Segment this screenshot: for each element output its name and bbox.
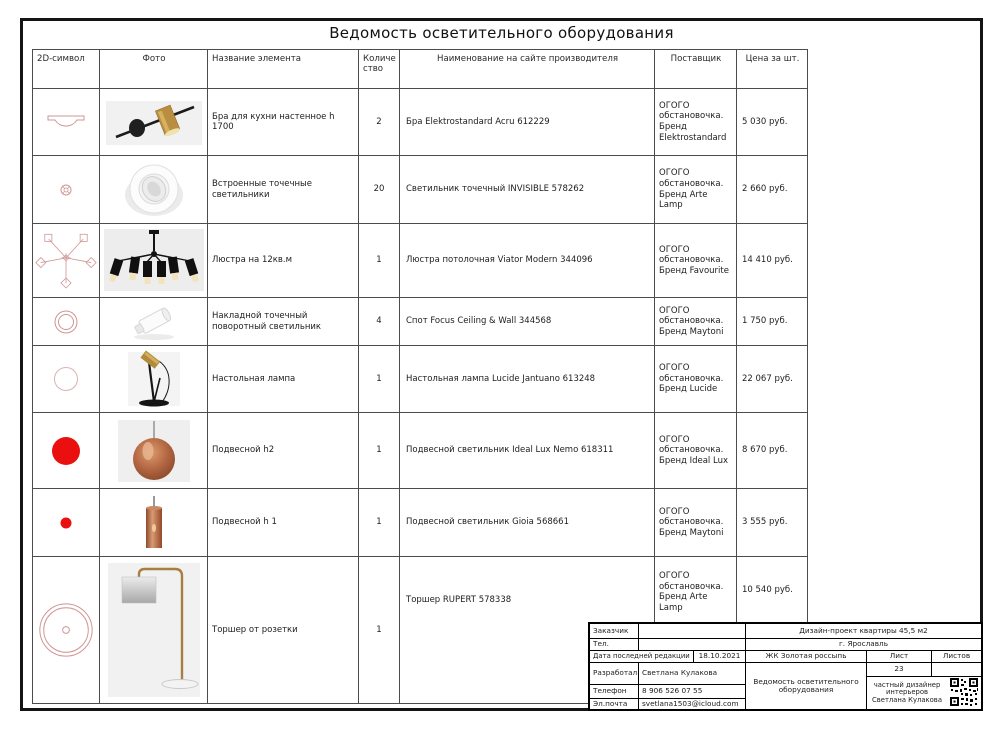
row-price: 10 540 руб. bbox=[742, 585, 793, 595]
row-price: 2 660 руб. bbox=[737, 156, 807, 224]
row-name: Подвесной h 1 bbox=[208, 489, 359, 557]
row-name: Люстра на 12кв.м bbox=[208, 224, 359, 298]
row-qty: 1 bbox=[359, 557, 400, 703]
floor-lamp-photo bbox=[100, 557, 208, 703]
doc-name: Ведомость осветительного оборудования bbox=[746, 663, 867, 709]
row-qty: 1 bbox=[359, 346, 400, 413]
row-qty: 1 bbox=[359, 489, 400, 557]
sheet-number: 23 bbox=[867, 663, 932, 677]
title-block bbox=[588, 622, 983, 711]
row-supplier: ОГОГО обстановочка. Бренд Arte Lamp bbox=[655, 557, 737, 703]
qr-code bbox=[949, 677, 979, 707]
project-title: Дизайн-проект квартиры 45,5 м2 bbox=[746, 624, 981, 639]
recessed-spot-photo bbox=[100, 156, 208, 224]
phone-value: 8 906 526 07 55 bbox=[639, 685, 746, 699]
page-title: Ведомость осветительного оборудования bbox=[329, 24, 674, 42]
pendant-tube-photo bbox=[100, 489, 208, 557]
recessed-spot-2d-symbol-icon bbox=[33, 156, 100, 224]
city: г. Ярославль bbox=[746, 639, 981, 651]
row-name: Бра для кухни настенное h 1700 bbox=[208, 89, 359, 156]
row-product: Подвесной светильник Gioia 568661 bbox=[400, 489, 655, 557]
row-price: 14 410 руб. bbox=[737, 224, 807, 298]
row-product: Бра Elektrostandard Acru 612229 bbox=[400, 89, 655, 156]
row-qty: 4 bbox=[359, 298, 400, 346]
sheet-label: Лист bbox=[867, 651, 932, 663]
developed-label: Разработал bbox=[590, 663, 639, 685]
header-photo: Фото bbox=[100, 50, 208, 89]
row-supplier: ОГОГО обстановочка. Бренд Favourite bbox=[655, 224, 737, 298]
row-name: Подвесной h2 bbox=[208, 413, 359, 489]
pendant-large-2d-symbol-icon bbox=[33, 413, 100, 489]
row-qty: 2 bbox=[359, 89, 400, 156]
row-qty: 20 bbox=[359, 156, 400, 224]
sheets-value bbox=[932, 663, 981, 677]
row-product: Светильник точечный INVISIBLE 578262 bbox=[400, 156, 655, 224]
chandelier-photo bbox=[100, 224, 208, 298]
row-price: 3 555 руб. bbox=[737, 489, 807, 557]
table-lamp-photo bbox=[100, 346, 208, 413]
row-qty: 1 bbox=[359, 224, 400, 298]
row-product: Подвесной светильник Ideal Lux Nemo 618311 bbox=[400, 413, 655, 489]
complex-name: ЖК Золотая россыпь bbox=[746, 651, 867, 663]
header-qty: Количество bbox=[359, 50, 400, 89]
row-qty: 1 bbox=[359, 413, 400, 489]
header-price: Цена за шт. bbox=[737, 50, 807, 89]
row-product: Настольная лампа Lucide Jantuano 613248 bbox=[400, 346, 655, 413]
customer-label: Заказчик bbox=[590, 624, 639, 639]
row-supplier: ОГОГО обстановочка. Бренд Maytoni bbox=[655, 489, 737, 557]
row-supplier: ОГОГО обстановочка. Бренд Ideal Lux bbox=[655, 413, 737, 489]
developed-value: Светлана Кулакова bbox=[639, 663, 746, 685]
phone-label: Телефон bbox=[590, 685, 639, 699]
row-name: Встроенные точечные светильники bbox=[208, 156, 359, 224]
row-supplier: ОГОГО обстановочка. Бренд Lucide bbox=[655, 346, 737, 413]
row-product: Спот Focus Ceiling & Wall 344568 bbox=[400, 298, 655, 346]
date-value: 18.10.2021 bbox=[694, 651, 746, 663]
sconce-2d-symbol-icon bbox=[33, 89, 100, 156]
surface-spot-2d-symbol-icon bbox=[33, 298, 100, 346]
surface-spot-photo bbox=[100, 298, 208, 346]
row-supplier: ОГОГО обстановочка. Бренд Arte Lamp bbox=[655, 156, 737, 224]
row-price: 22 067 руб. bbox=[737, 346, 807, 413]
row-supplier: ОГОГО обстановочка. Бренд Elektrostandard bbox=[655, 89, 737, 156]
row-product: Люстра потолочная Viator Modern 344096 bbox=[400, 224, 655, 298]
chandelier-2d-symbol-icon bbox=[33, 224, 100, 298]
header-supplier: Поставщик bbox=[655, 50, 737, 89]
row-supplier: ОГОГО обстановочка. Бренд Maytoni bbox=[655, 298, 737, 346]
header-2d-symbol: 2D-символ bbox=[33, 50, 100, 89]
pendant-sphere-photo bbox=[100, 413, 208, 489]
tel-label: Тел. bbox=[590, 639, 639, 651]
row-name: Настольная лампа bbox=[208, 346, 359, 413]
row-price: 8 670 руб. bbox=[737, 413, 807, 489]
table-lamp-2d-symbol-icon bbox=[33, 346, 100, 413]
date-label: Дата последней редакции bbox=[590, 651, 694, 663]
row-product: Торшер RUPERT 578338 bbox=[400, 557, 655, 703]
header-name: Название элемента bbox=[208, 50, 359, 89]
pendant-small-2d-symbol-icon bbox=[33, 489, 100, 557]
email-label: Эл.почта bbox=[590, 699, 639, 709]
tel-value bbox=[639, 639, 746, 651]
email-value: svetlana1503@icloud.com bbox=[639, 699, 746, 709]
header-product: Наименование на сайте производителя bbox=[400, 50, 655, 89]
row-name: Торшер от розетки bbox=[208, 557, 359, 703]
sheets-label: Листов bbox=[932, 651, 981, 663]
designer-note: частный дизайнер интерьеров Светлана Кулакова bbox=[872, 680, 942, 704]
row-price: 1 750 руб. bbox=[737, 298, 807, 346]
row-price: 5 030 руб. bbox=[737, 89, 807, 156]
lighting-spec-table bbox=[32, 49, 808, 704]
row-name: Накладной точечный поворотный светильник bbox=[208, 298, 359, 346]
customer-value bbox=[639, 624, 746, 639]
sconce-photo bbox=[100, 89, 208, 156]
floor-lamp-2d-symbol-icon bbox=[33, 557, 100, 703]
